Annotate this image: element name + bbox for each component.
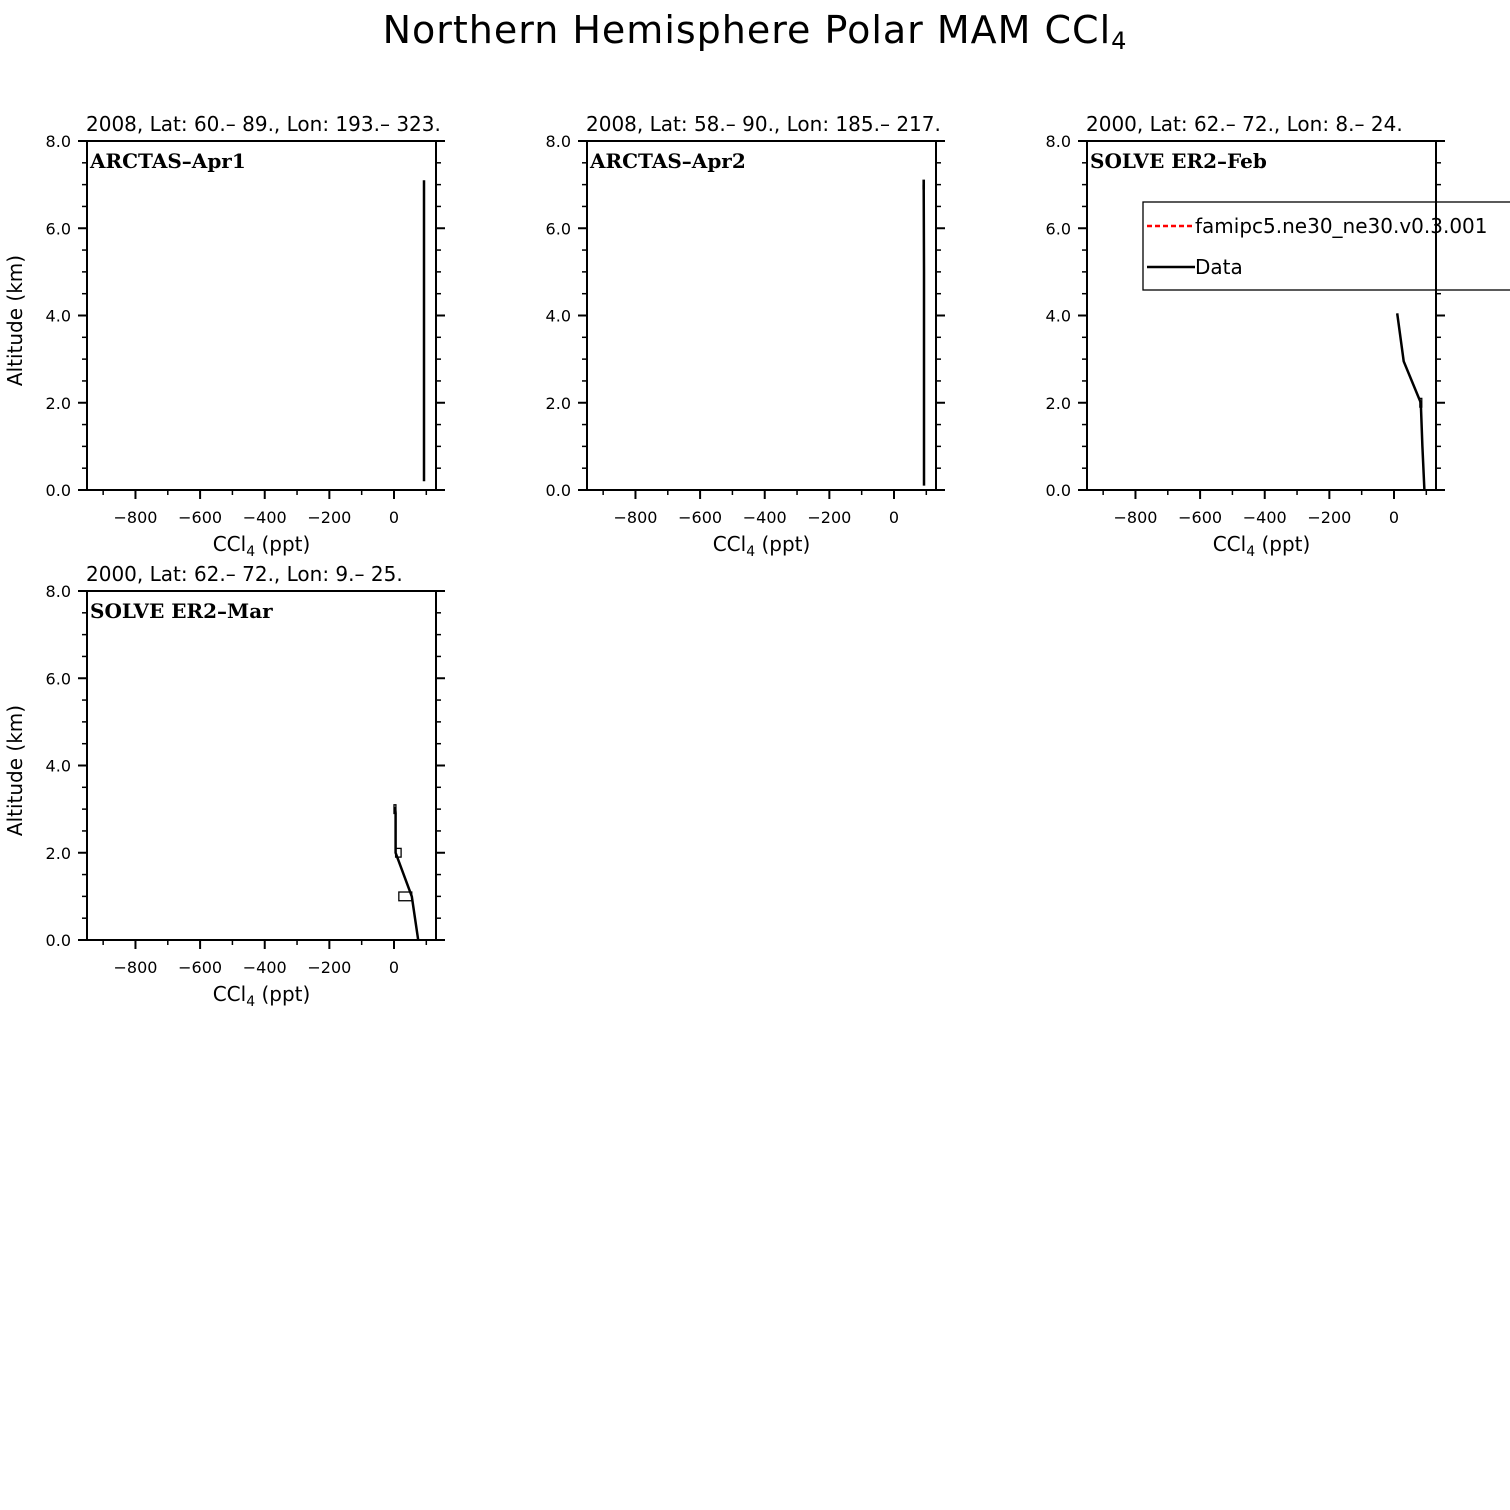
y-tick-label: 4.0	[1045, 306, 1071, 326]
legend	[1143, 202, 1510, 290]
x-tick-label: −600	[178, 958, 223, 977]
y-tick-label: 8.0	[45, 582, 71, 601]
y-tick-label: 6.0	[545, 219, 571, 239]
y-tick-label: 0.0	[45, 481, 71, 500]
x-tick-label: −800	[1113, 508, 1158, 527]
panel-subtitle: 2000, Lat: 62.– 72., Lon: 8.– 24.	[1086, 112, 1403, 136]
y-tick-label: 2.0	[545, 393, 571, 413]
plot-frame	[587, 141, 936, 490]
panel-1	[3, 112, 445, 560]
x-tick-label: −400	[1242, 508, 1287, 527]
legend-label: famipc5.ne30_ne30.v0.3.001	[1195, 214, 1488, 238]
y-tick-label: 4.0	[45, 756, 71, 776]
x-tick-label: −800	[113, 958, 158, 977]
plot-frame	[1087, 141, 1436, 490]
x-tick-label: −600	[678, 508, 723, 527]
panel-campaign-label: SOLVE ER2–Feb	[1090, 149, 1267, 173]
y-tick-label: 0.0	[45, 931, 71, 950]
x-tick-label: −200	[307, 508, 352, 527]
x-axis-label: CCl$_4$ (ppt)	[712, 532, 811, 560]
panel-subtitle: 2008, Lat: 60.– 89., Lon: 193.– 323.	[86, 112, 441, 136]
panel-campaign-label: SOLVE ER2–Mar	[90, 599, 273, 623]
panel-2	[546, 112, 945, 560]
data-series-line	[395, 807, 418, 940]
legend-label: Data	[1195, 255, 1243, 279]
x-tick-label: −600	[1178, 508, 1223, 527]
x-tick-label: −200	[307, 958, 352, 977]
x-tick-label: 0	[888, 508, 900, 527]
x-tick-label: −200	[1307, 508, 1352, 527]
y-tick-label: 4.0	[545, 306, 571, 326]
y-tick-label: 8.0	[45, 132, 71, 151]
x-tick-label: 0	[1388, 508, 1400, 527]
y-tick-label: 2.0	[45, 843, 71, 863]
x-tick-label: −800	[113, 508, 158, 527]
y-tick-label: 0.0	[1045, 481, 1071, 500]
panel-subtitle: 2000, Lat: 62.– 72., Lon: 9.– 25.	[86, 562, 403, 586]
y-tick-label: 6.0	[1045, 219, 1071, 239]
y-tick-label: 0.0	[545, 481, 571, 500]
y-axis-label: Altitude (km)	[3, 704, 27, 837]
y-tick-label: 6.0	[45, 219, 71, 239]
x-tick-label: −400	[242, 508, 287, 527]
panel-campaign-label: ARCTAS–Apr1	[90, 149, 246, 173]
panel-campaign-label: ARCTAS–Apr2	[590, 149, 746, 173]
plot-frame	[87, 141, 436, 490]
panel-subtitle: 2008, Lat: 58.– 90., Lon: 185.– 217.	[586, 112, 941, 136]
y-tick-label: 4.0	[45, 306, 71, 326]
plot-frame	[87, 591, 436, 940]
x-tick-label: −400	[742, 508, 787, 527]
y-tick-label: 2.0	[45, 393, 71, 413]
data-series-line	[1397, 313, 1424, 490]
x-tick-label: 0	[388, 508, 400, 527]
x-axis-label: CCl$_4$ (ppt)	[212, 532, 311, 560]
x-axis-label: CCl$_4$ (ppt)	[212, 982, 311, 1010]
y-tick-label: 8.0	[1045, 132, 1071, 151]
panel-4	[3, 562, 445, 1010]
y-tick-label: 6.0	[45, 669, 71, 689]
y-axis-label: Altitude (km)	[3, 254, 27, 387]
page-title: Northern Hemisphere Polar MAM CCl$_4$	[382, 8, 1128, 55]
y-tick-label: 8.0	[545, 132, 571, 151]
x-axis-label: CCl$_4$ (ppt)	[1212, 532, 1311, 560]
x-tick-label: −400	[242, 958, 287, 977]
y-tick-label: 2.0	[1045, 393, 1071, 413]
panel-3	[1046, 112, 1510, 560]
x-tick-label: −200	[807, 508, 852, 527]
x-tick-label: −800	[613, 508, 658, 527]
x-tick-label: −600	[178, 508, 223, 527]
x-tick-label: 0	[388, 958, 400, 977]
